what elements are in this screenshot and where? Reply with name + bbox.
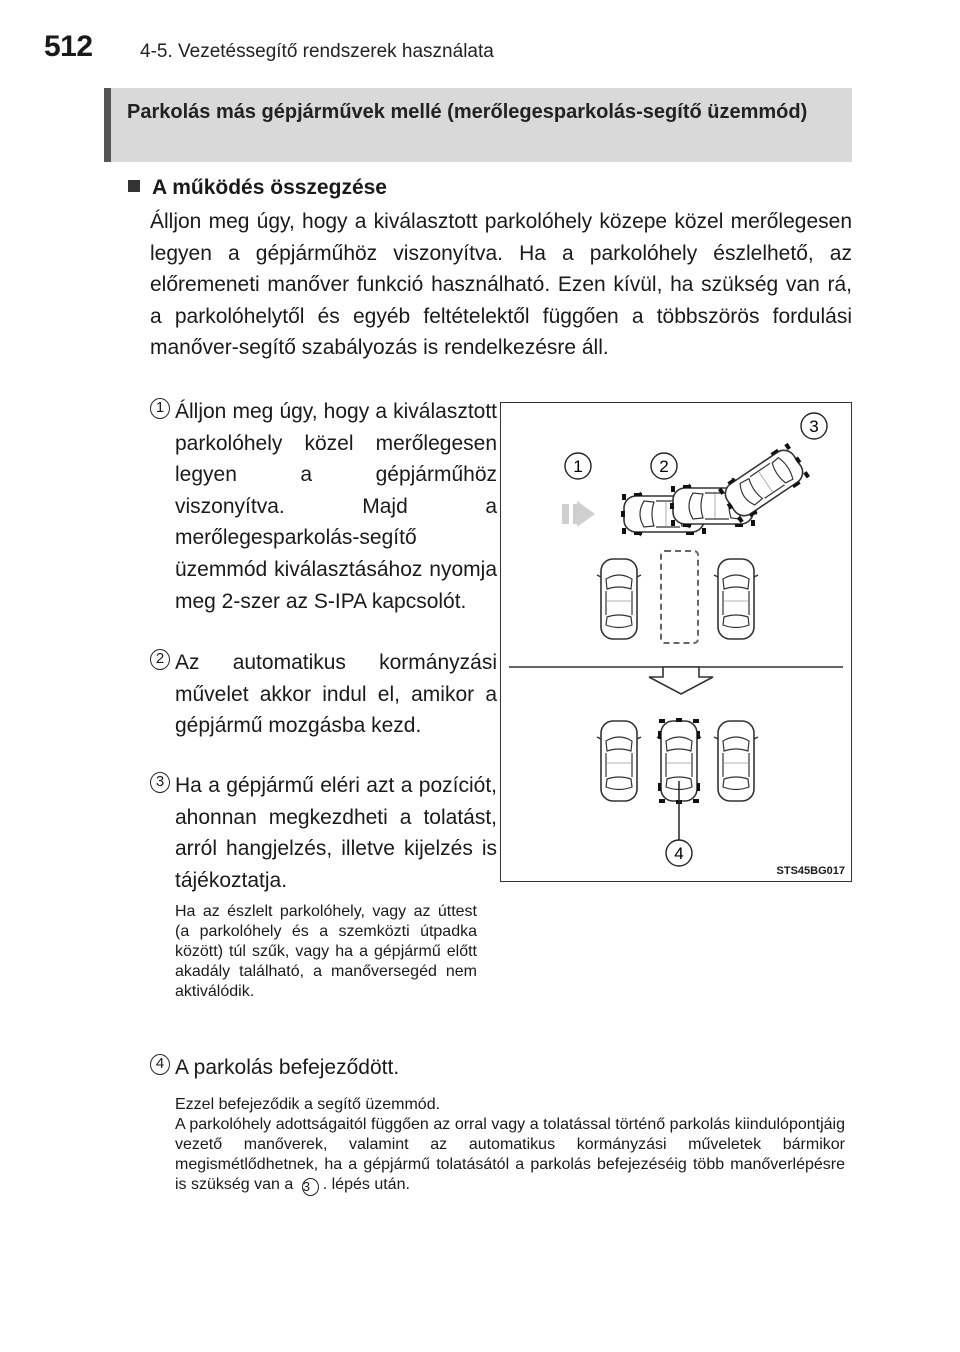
square-bullet-icon	[128, 180, 140, 192]
parked-car-right-top	[714, 559, 758, 639]
subsection-title-text: A működés összegzése	[152, 176, 387, 199]
parked-car-left-bottom	[597, 721, 641, 801]
transition-arrow-icon	[649, 667, 713, 694]
svg-text:4: 4	[674, 844, 684, 863]
callout-4	[666, 840, 692, 866]
figure-code: STS45BG017	[776, 865, 845, 877]
step-marker: 3	[150, 772, 170, 793]
step-text: Álljon meg úgy, hogy a kiválasztott parkolóhely közel merőlegesen legyen a gépjárműhöz viszonyítva. Majd a merőlegesparkolás-segítő üzemmód kiválasztásához nyomja meg 2-szer az S-IPA kapcsolót.	[175, 400, 497, 613]
direction-arrow-icon	[577, 501, 595, 527]
parked-car-right-bottom	[714, 721, 758, 801]
note-tail: . lépés után.	[322, 1176, 410, 1193]
callout-3	[801, 413, 827, 439]
ref-marker: 3	[302, 1178, 319, 1196]
page-number: 512	[44, 30, 93, 63]
step-marker: 2	[150, 649, 170, 670]
step-text: Az automatikus kormányzási művelet akkor indul el, amikor a gépjármű mozgásba kezd.	[175, 651, 497, 738]
parked-car-left-top	[597, 559, 641, 639]
step-marker: 4	[150, 1054, 170, 1075]
intro-paragraph: Álljon meg úgy, hogy a kiválasztott parkolóhely közepe közel merőlegesen legyen a gépjárműhöz viszonyítva. Ha a parkolóhely észlelhető, az előremeneti manőver funkció használható. Ezen kívül, ha szükség van rá, a parkolóhelytől és egyéb feltételektől függően a többszörös fordulási manőver-segítő szabályozás is rendelkezésre áll.	[150, 210, 852, 360]
callout-2	[651, 453, 677, 479]
note-body-text: A parkolóhely adottságaitól függően az orral vagy a tolatással történő parkolás kiindulópontjáig vezető manőverek, valamint az automatikus kormányzási műveletek bármikor megismétlődhetnek, ha a gépjármű tolatásától a parkolás befejezéséig több manőverlépésre is szükség van a	[175, 1116, 845, 1193]
step-marker: 1	[150, 398, 170, 419]
svg-text:2: 2	[659, 457, 669, 476]
step-text: Ha a gépjármű eléri azt a pozíciót, ahonnan megkezdheti a tolatást, arról hangjelzés, illetve kijelzés is tájékoztatja.	[175, 774, 497, 892]
svg-text:3: 3	[809, 417, 819, 436]
note-step-3: Ha az észlelt parkolóhely, vagy az úttest (a parkolóhely és a szemközti útpadka között) túl szűk, vagy ha a gépjármű előtt akadály található, a manőversegéd nem aktiválódik.	[175, 903, 477, 1000]
running-header: 4-5. Vezetéssegítő rendszerek használata	[140, 41, 494, 62]
callout-1	[565, 453, 591, 479]
target-parking-space	[661, 551, 698, 643]
section-heading: Parkolás más gépjárművek mellé (merőlegesparkolás-segítő üzemmód)	[104, 88, 852, 162]
svg-text:1: 1	[573, 457, 583, 476]
parking-diagram	[500, 402, 852, 882]
step-text: A parkolás befejeződött.	[175, 1056, 400, 1079]
note-step-4	[175, 1095, 845, 1196]
note-body	[175, 1115, 845, 1196]
subsection-title	[128, 176, 387, 200]
note-line-1: Ezzel befejeződik a segítő üzemmód.	[175, 1096, 441, 1113]
parking-diagram-svg	[501, 403, 851, 881]
